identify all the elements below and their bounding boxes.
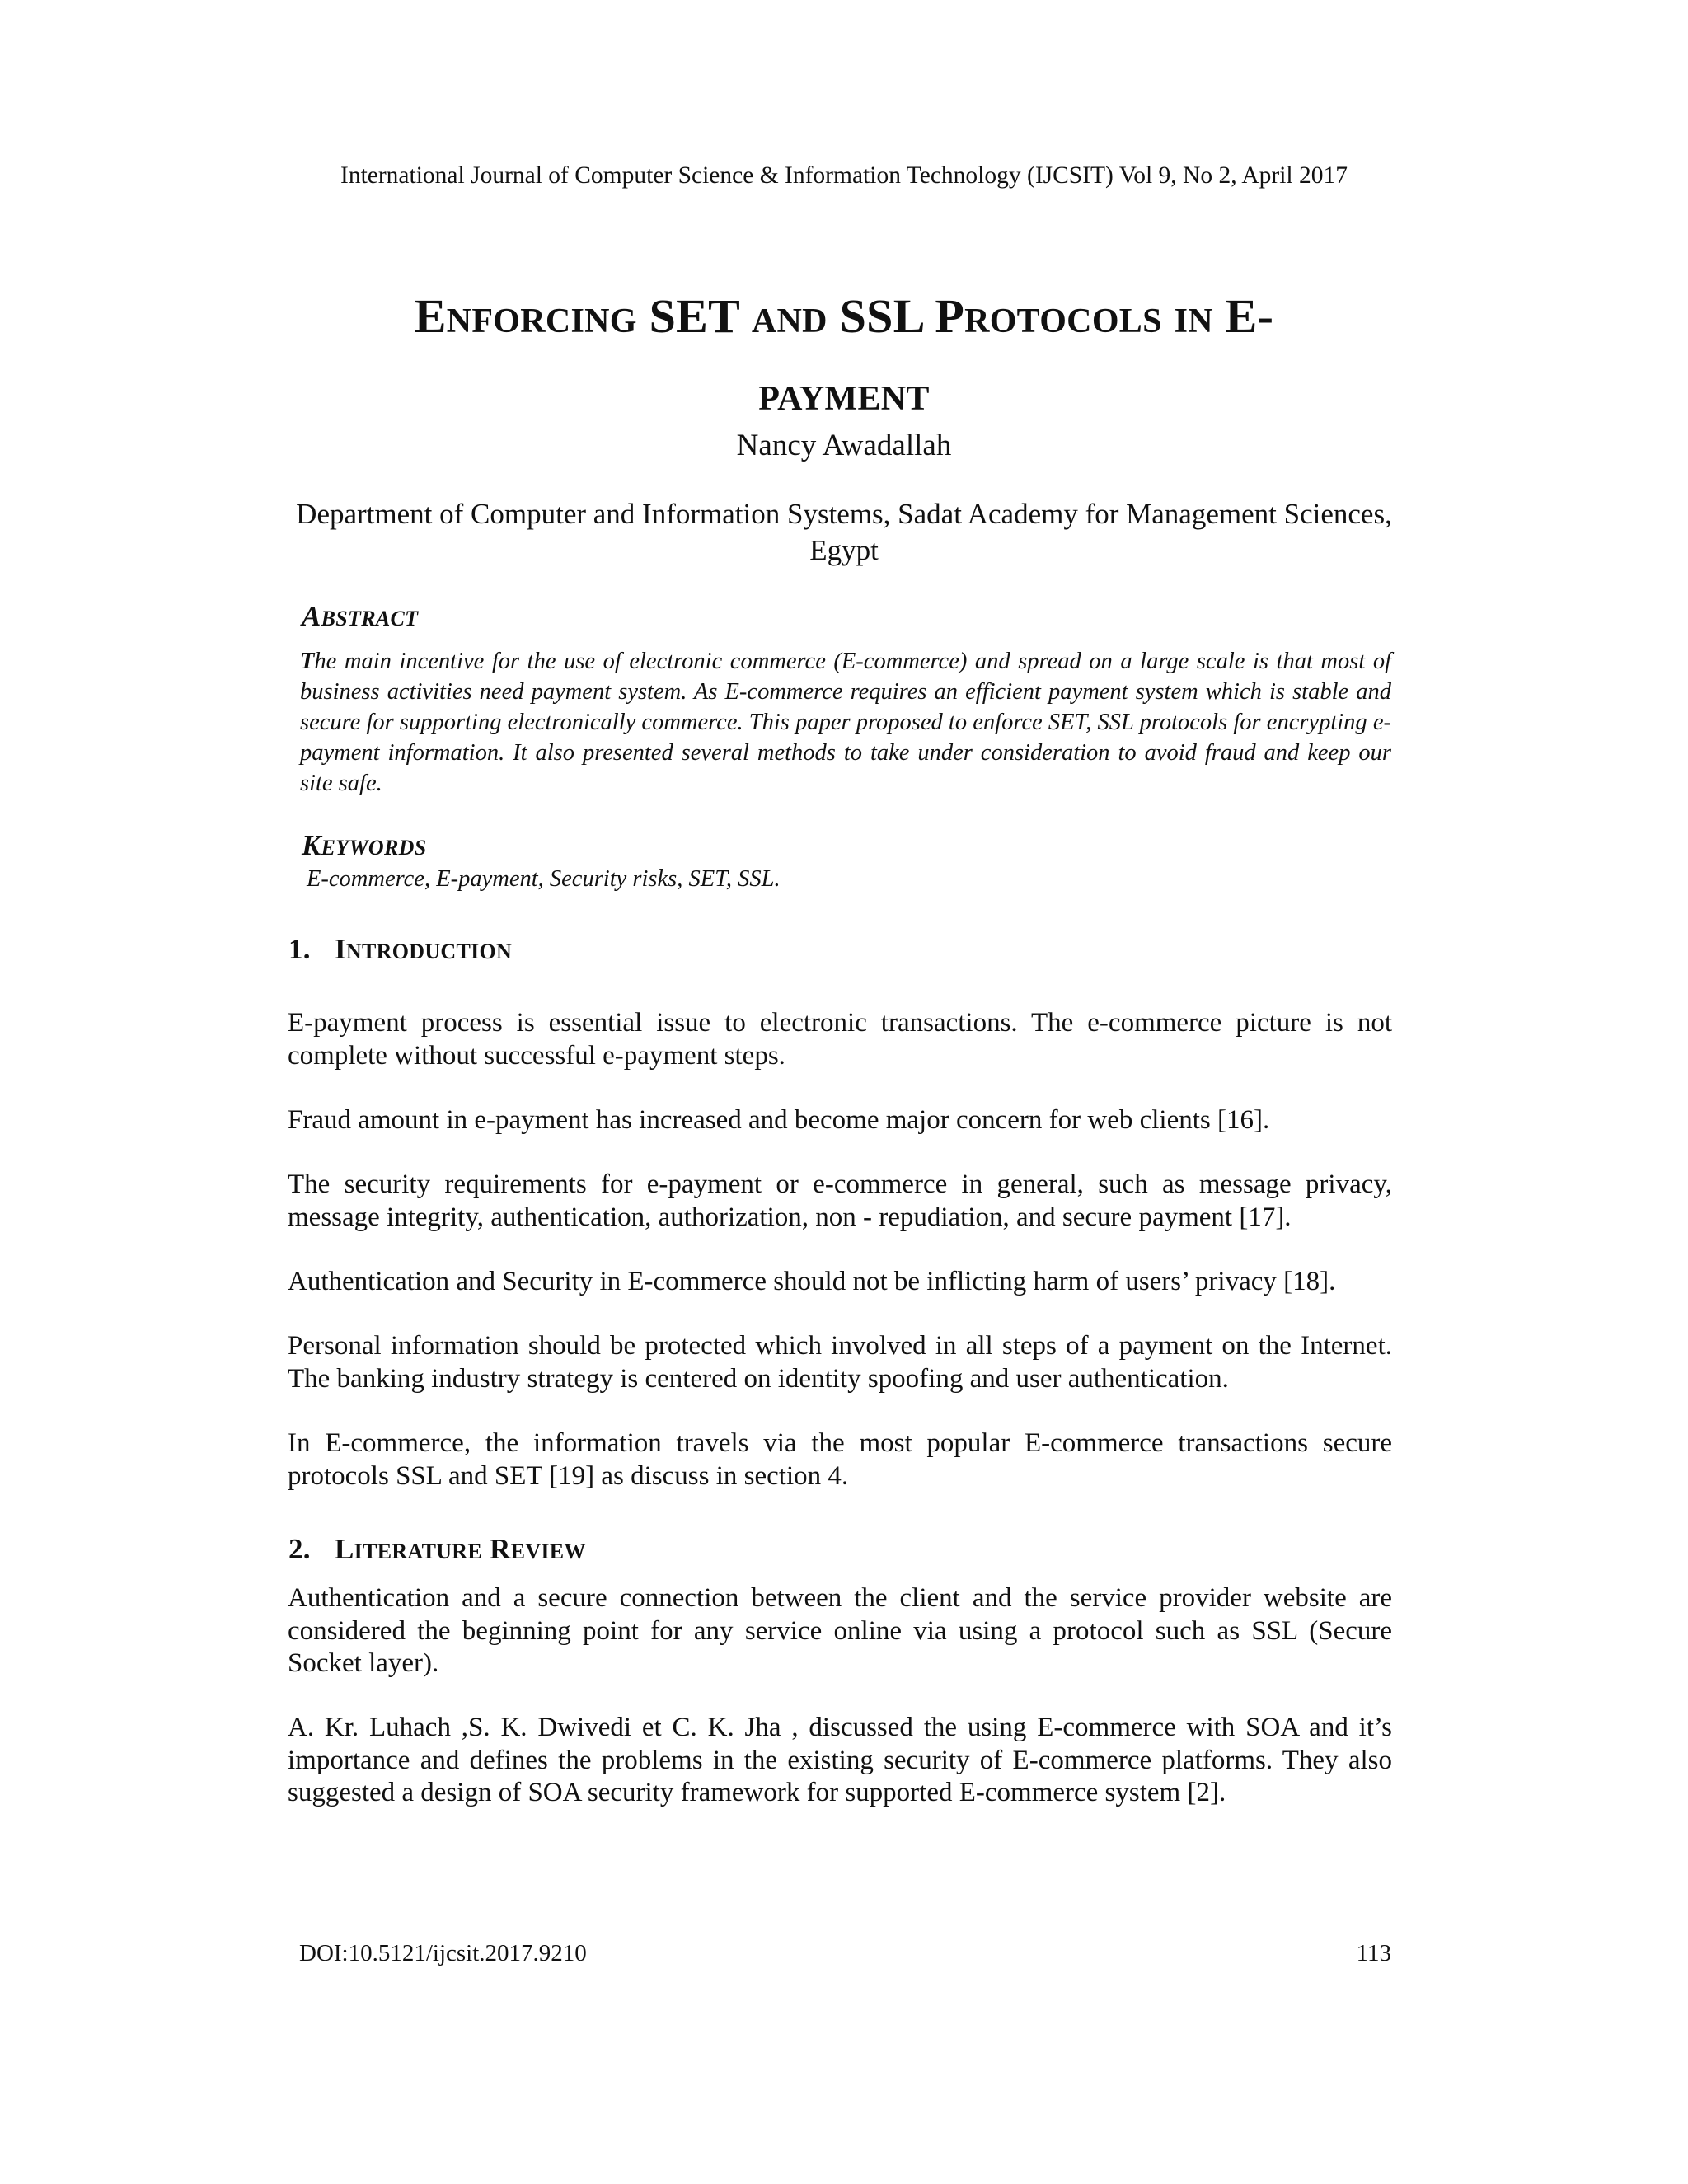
paragraph: E-payment process is essential issue to electronic transactions. The e-commerce picture is not complete without successful e-payment steps. [288,1008,1392,1071]
author-name: Nancy Awadallah [736,429,952,462]
title-part: AND [751,302,828,340]
keywords-heading [302,827,426,866]
paragraph: Authentication and Security in E-commerce should not be inflicting harm of users’ privacy [18]. [288,1267,1336,1296]
section-heading-rest: EVIEW [510,1540,586,1563]
title-part: E- [1225,289,1274,343]
keywords-list: E-commerce, E-payment, Security risks, SET, SSL. [307,866,781,892]
section-heading-rest: ITERATURE [354,1540,483,1563]
paragraph: A. Kr. Luhach ,S. K. Dwivedi et C. K. Jha , discussed the using E-commerce with SOA and it’s importance and defines the problems in the existing security of E-commerce platforms. They also suggested a design of SOA security framework for supported E-commerce system [2]. [288,1713,1392,1807]
paragraph: Authentication and a secure connection between the client and the service provider website are considered the beginning point for any service online via using a protocol such as SSL (Secure Socket layer). [288,1583,1392,1678]
abstract-heading-initial: A [302,600,321,632]
author-affiliation: Department of Computer and Information Systems, Sadat Academy for Management Sciences, Egypt [296,498,1392,566]
title-part: ROTOCOLS [964,302,1162,340]
abstract-body: he main incentive for the use of electronic commerce (E-commerce) and spread on a large scale is that most of business activities need payment system. As E-commerce requires an efficient payment system which is stable and secure for supporting electronically commerce. This paper proposed to enforce SET, SSL protocols for encrypting e-payment information. It also presented several methods to take under consideration to avoid fraud and keep our site safe. [300,649,1391,796]
keywords-heading-rest: EYWORDS [321,836,427,860]
abstract-first-letter: T [300,649,315,674]
running-header: International Journal of Computer Science & Information Technology (IJCSIT) Vol 9, No 2, April 2017 [340,162,1348,189]
title-part: NFORCING [446,302,637,340]
section-heading-rest: NTRODUCTION [345,940,513,963]
section-heading-literature-review [288,1531,586,1570]
section-number: 1. [288,933,311,965]
paragraph: The security requirements for e-payment or e-commerce in general, such as message privacy, message integrity, authentication, authorization, non - repudiation, and secure payment [17]. [288,1169,1392,1232]
title-part: PAYMENT [758,380,930,418]
section-heading-introduction [288,931,512,970]
paragraph: Fraud amount in e-payment has increased and become major concern for web clients [16]. [288,1105,1270,1135]
abstract-heading-rest: BSTRACT [321,607,419,630]
abstract-text [300,646,1391,799]
title-part: P [935,289,965,343]
section-heading-initial: R [490,1533,511,1565]
abstract-heading [302,598,418,637]
paragraph: In E-commerce, the information travels via the most popular E-commerce transactions secure protocols SSL and SET [19] as discuss in section 4. [288,1428,1392,1491]
section-heading-initial: L [335,1533,354,1565]
paper-title [247,280,1441,435]
section-number: 2. [288,1533,311,1565]
title-part: SSL [839,289,923,343]
page-number: 113 [1356,1940,1391,1966]
title-part: E [414,289,447,343]
paragraph: Personal information should be protected which involved in all steps of a payment on the Internet. The banking industry strategy is centered on identity spoofing and user authentication. [288,1331,1392,1394]
section-heading-initial: I [335,933,346,965]
keywords-heading-initial: K [302,829,321,861]
title-part: IN [1174,302,1213,340]
title-part: SET [649,289,740,343]
footer-doi: DOI:10.5121/ijcsit.2017.9210 [299,1940,587,1966]
